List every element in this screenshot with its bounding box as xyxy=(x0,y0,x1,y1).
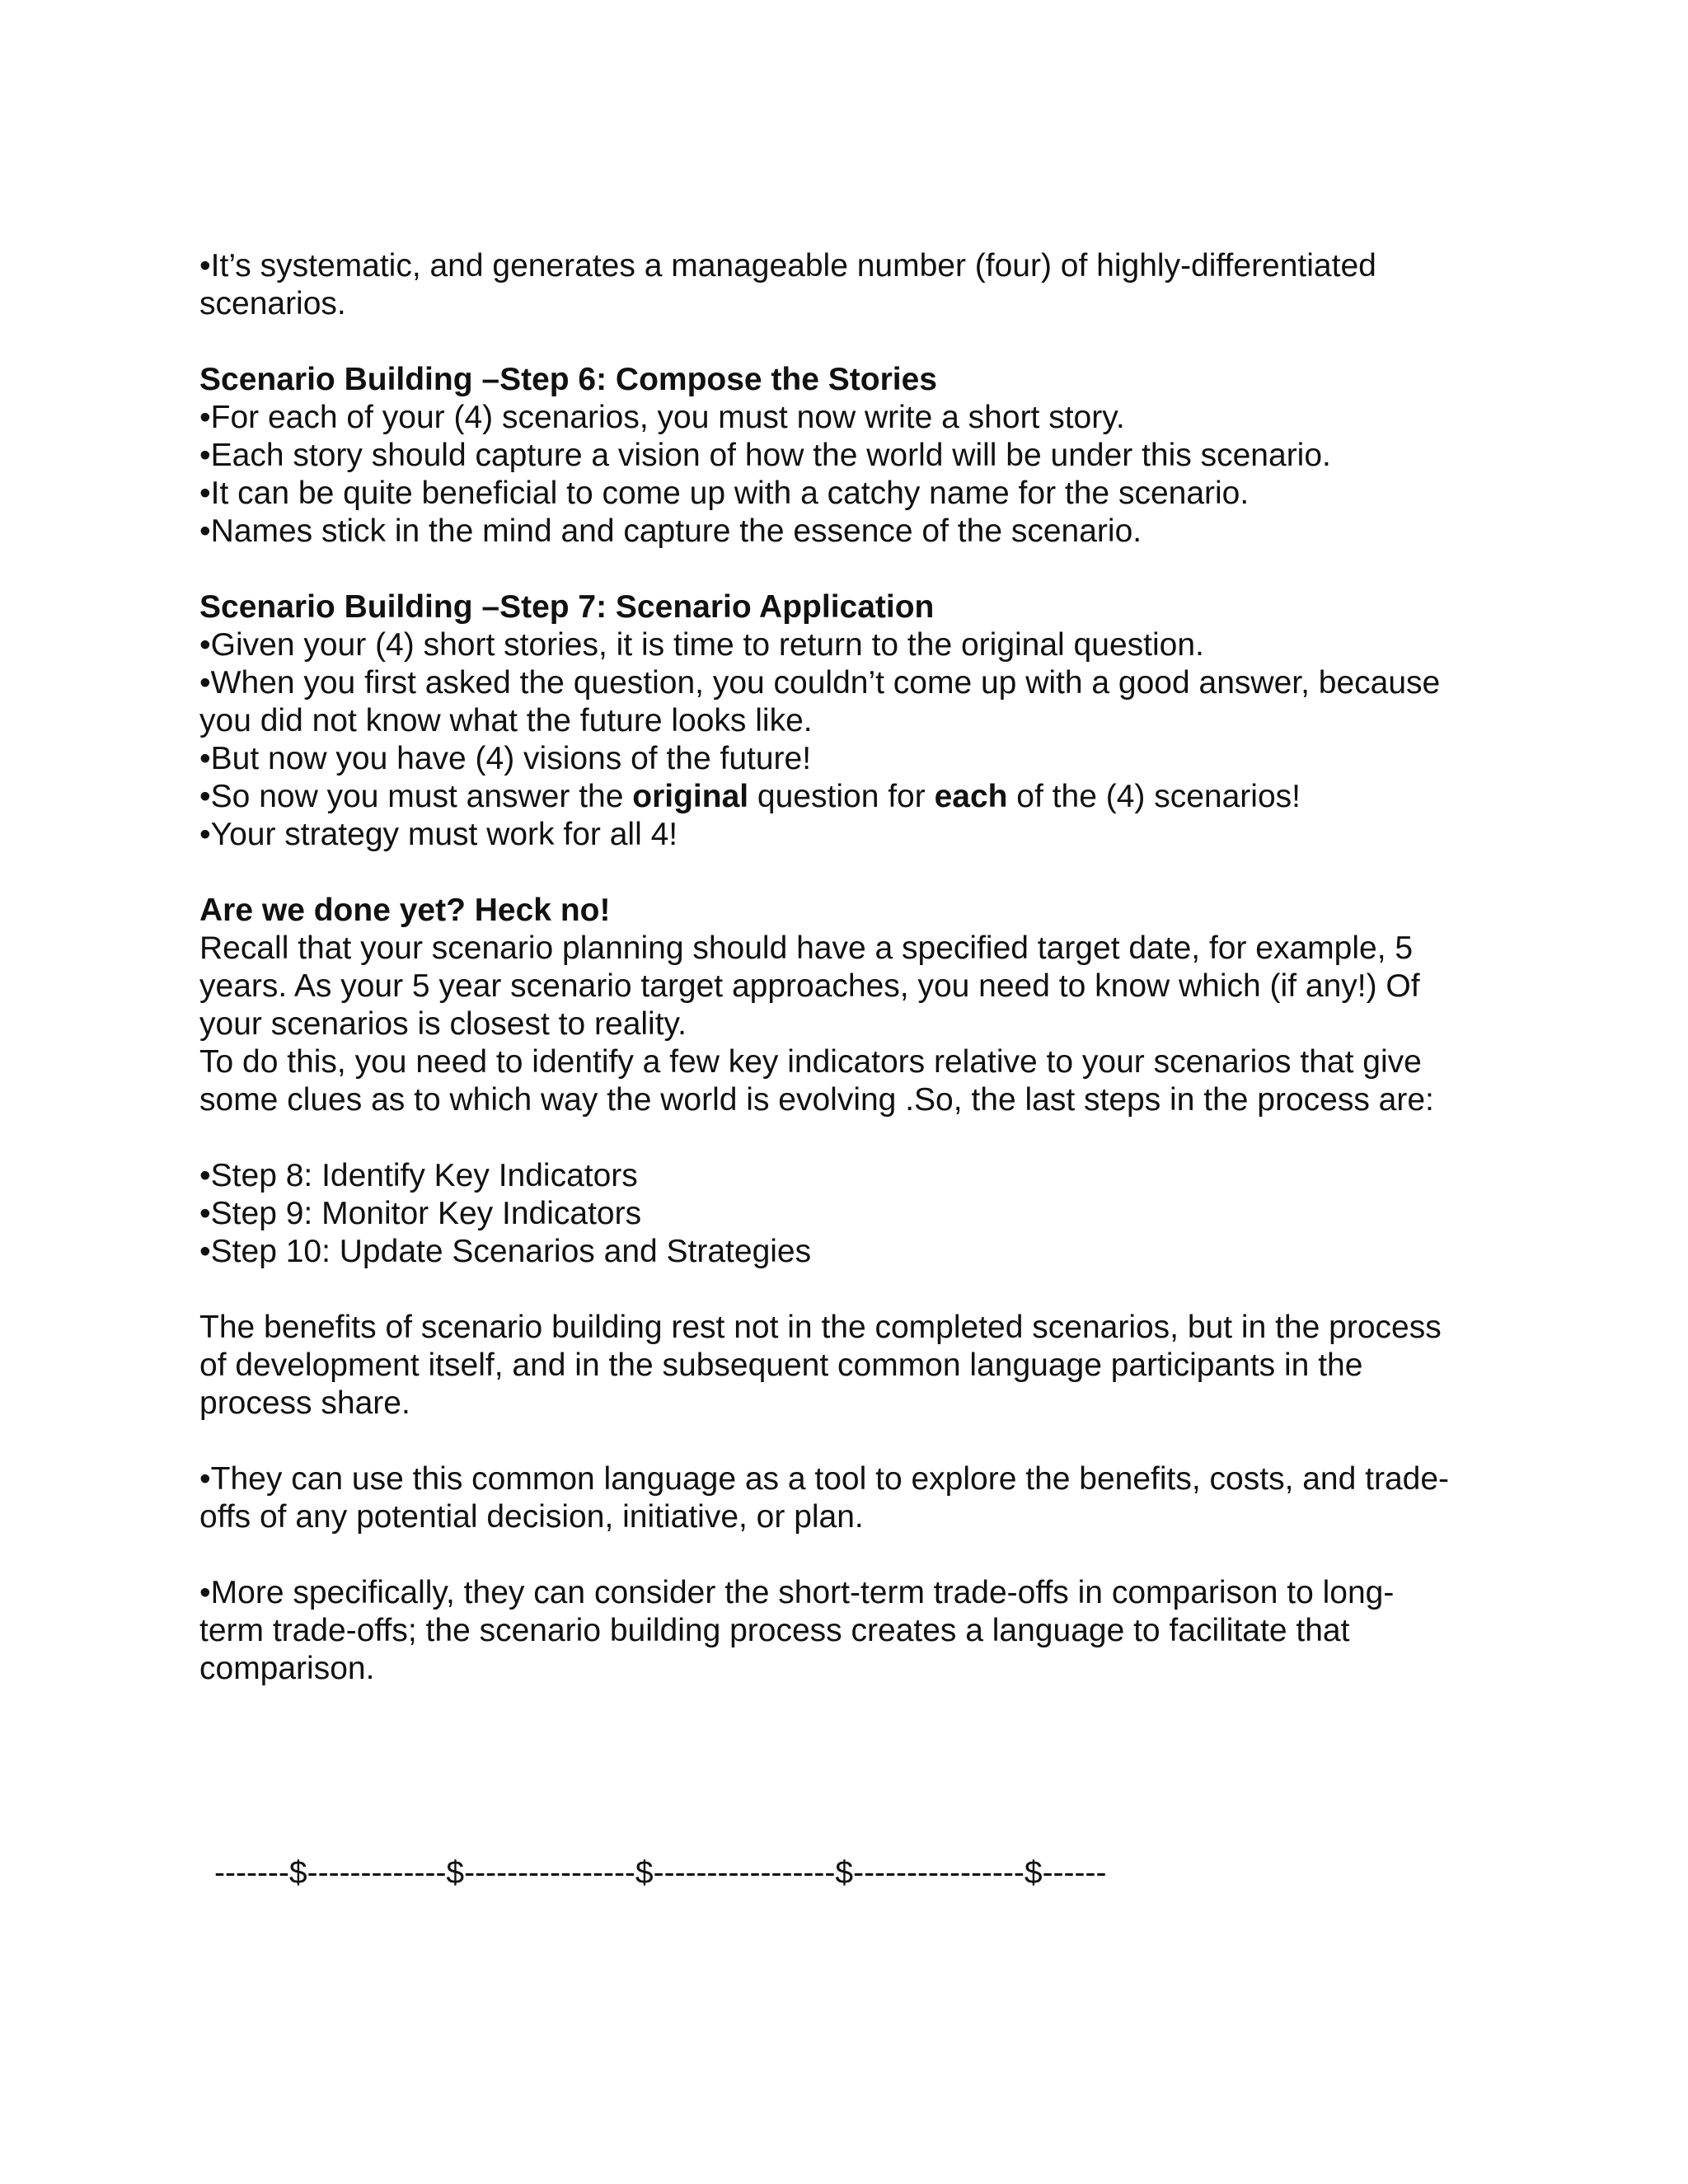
spacer xyxy=(199,551,1502,588)
step7-bullet-continuation: you did not know what the future looks like. xyxy=(199,703,813,738)
step6-bullet: •Each story should capture a vision of how the world will be under this scenario. xyxy=(199,438,1331,473)
text-run: •So now you must answer the xyxy=(199,779,633,814)
paragraph-line: •More specifically, they can consider the short-term trade-offs in comparison to long- xyxy=(199,1575,1395,1610)
spacer xyxy=(199,854,1502,892)
paragraph-line: years. As your 5 year scenario target approaches, you need to know which (if any!) Of xyxy=(199,968,1420,1004)
paragraph-line: some clues as to which way the world is evolving .So, the last steps in the process are: xyxy=(199,1082,1434,1118)
step6-bullet: •It can be quite beneficial to come up with a catchy name for the scenario. xyxy=(199,476,1250,511)
step7-heading: Scenario Building –Step 7: Scenario Application xyxy=(199,589,935,625)
emphasis-each: each xyxy=(934,779,1008,814)
intro-line: scenarios. xyxy=(199,286,346,321)
spacer xyxy=(199,323,1502,361)
text-run: of the (4) scenarios! xyxy=(1007,779,1301,814)
spacer xyxy=(199,1422,1502,1460)
step7-bullet: •But now you have (4) visions of the future! xyxy=(199,741,812,776)
paragraph-line: To do this, you need to identify a few key indicators relative to your scenarios that give xyxy=(199,1044,1422,1080)
step6-bullet: •For each of your (4) scenarios, you must now write a short story. xyxy=(199,400,1125,435)
step6-heading: Scenario Building –Step 6: Compose the Stories xyxy=(199,362,938,397)
emphasis-original: original xyxy=(632,779,749,814)
footer-divider: -------$-------------$----------------$-----------------$----------------$------ xyxy=(214,1855,1107,1891)
intro-line: •It’s systematic, and generates a manageable number (four) of highly-differentiated xyxy=(199,248,1376,284)
step7-bullet: •When you first asked the question, you couldn’t come up with a good answer, because xyxy=(199,665,1441,701)
paragraph-line: The benefits of scenario building rest not in the completed scenarios, but in the process xyxy=(199,1310,1442,1345)
spacer xyxy=(199,1536,1502,1574)
paragraph-line: term trade-offs; the scenario building process creates a language to facilitate that xyxy=(199,1613,1350,1648)
paragraph-line: of development itself, and in the subsequent common language participants in the xyxy=(199,1347,1363,1383)
spacer xyxy=(199,1119,1502,1157)
document-body xyxy=(199,247,1502,1688)
step7-bullet: •Your strategy must work for all 4! xyxy=(199,817,678,852)
paragraph-line: process share. xyxy=(199,1385,410,1421)
step-list-item: •Step 9: Monitor Key Indicators xyxy=(199,1196,642,1231)
done-heading: Are we done yet? Heck no! xyxy=(199,893,611,928)
paragraph-line: your scenarios is closest to reality. xyxy=(199,1006,687,1042)
paragraph-line: comparison. xyxy=(199,1651,375,1686)
step-list-item: •Step 8: Identify Key Indicators xyxy=(199,1158,638,1193)
paragraph-line: offs of any potential decision, initiative, or plan. xyxy=(199,1499,864,1535)
step7-bullet-mixed xyxy=(199,778,1502,816)
paragraph-line: Recall that your scenario planning should have a specified target date, for example, 5 xyxy=(199,930,1414,966)
text-run: question for xyxy=(748,779,935,814)
step-list-item: •Step 10: Update Scenarios and Strategies xyxy=(199,1234,812,1269)
step6-bullet: •Names stick in the mind and capture the essence of the scenario. xyxy=(199,513,1142,549)
spacer xyxy=(199,1271,1502,1309)
step7-bullet: •Given your (4) short stories, it is time to return to the original question. xyxy=(199,627,1204,663)
paragraph-line: •They can use this common language as a tool to explore the benefits, costs, and trade- xyxy=(199,1461,1450,1497)
